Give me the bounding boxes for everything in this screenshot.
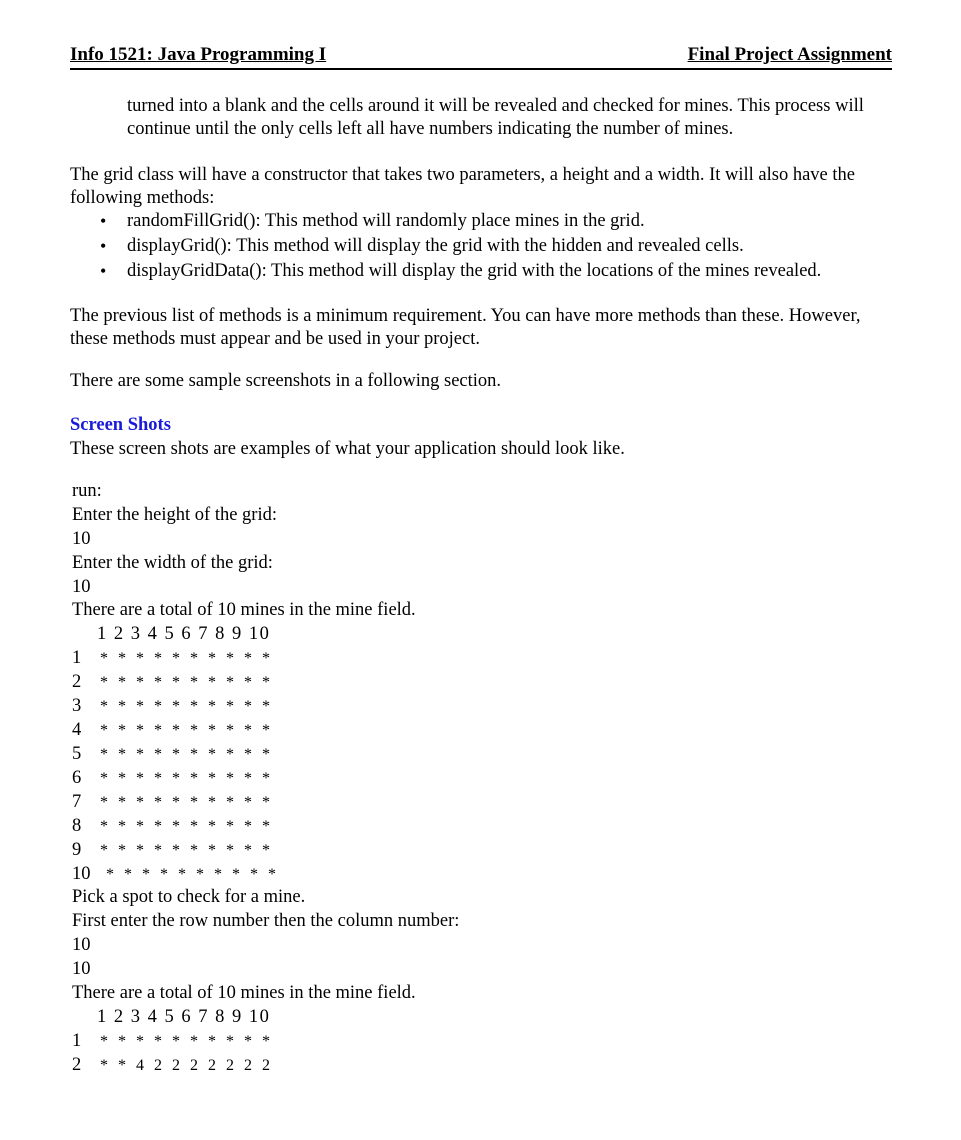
methods-list [70,209,821,284]
grid-row: 6 * * * * * * * * * * [72,768,273,788]
list-item: • displayGrid(): This method will display the grid with the hidden and revealed cells. [70,234,821,259]
console-line: Pick a spot to check for a mine. [72,887,306,907]
page-header [70,44,892,70]
grid-row: 8 * * * * * * * * * * [72,816,273,836]
list-item: • displayGridData(): This method will display the grid with the locations of the mines revealed. [70,259,821,284]
console-line: There are a total of 10 mines in the mine field. [72,600,416,620]
requirement-paragraph: The previous list of methods is a minimum requirement. You can have more methods than these. However, these methods must appear and be used in your project. [70,306,861,349]
intro-continuation: turned into a blank and the cells around it will be revealed and checked for mines. This process will continue until the only cells left all have numbers indicating the number of mines. [127,96,864,139]
course-title: Info 1521: Java Programming I [70,44,327,65]
screenshots-intro: These screen shots are examples of what your application should look like. [70,439,625,459]
grid-row: 2 * * * * * * * * * * [72,672,273,692]
console-line: 10 [72,935,91,955]
grid-row: 3 * * * * * * * * * * [72,696,273,716]
grid-row: 1 * * * * * * * * * * [72,648,273,668]
grid-row: 7 * * * * * * * * * * [72,792,273,812]
bullet-icon: • [100,261,107,281]
console-line: 10 [72,577,91,597]
column-header: 1 2 3 4 5 6 7 8 9 10 [97,1007,271,1027]
console-line: Enter the width of the grid: [72,553,273,573]
console-line: run: [72,481,102,501]
column-header: 1 2 3 4 5 6 7 8 9 10 [97,624,271,644]
section-heading: Screen Shots [70,415,171,435]
grid-row: 5 * * * * * * * * * * [72,744,273,764]
console-line: 10 [72,959,91,979]
list-item: • randomFillGrid(): This method will randomly place mines in the grid. [70,209,821,234]
grid-class-paragraph: The grid class will have a constructor that takes two parameters, a height and a width. It will also have the following methods: [70,165,855,208]
console-line: There are a total of 10 mines in the mine field. [72,983,416,1003]
grid-row: 1 * * * * * * * * * * [72,1031,273,1051]
console-line: Enter the height of the grid: [72,505,277,525]
console-line: 10 [72,529,91,549]
samples-paragraph: There are some sample screenshots in a following section. [70,371,502,391]
bullet-icon: • [100,236,107,256]
grid-row: 9 * * * * * * * * * * [72,840,273,860]
grid-row: 2 * * 4 2 2 2 2 2 2 2 [72,1055,273,1075]
console-line: First enter the row number then the column number: [72,911,460,931]
bullet-icon: • [100,211,107,231]
grid-row: 4 * * * * * * * * * * [72,720,273,740]
grid-row: 10 * * * * * * * * * * [72,864,279,884]
assignment-title: Final Project Assignment [687,44,892,65]
